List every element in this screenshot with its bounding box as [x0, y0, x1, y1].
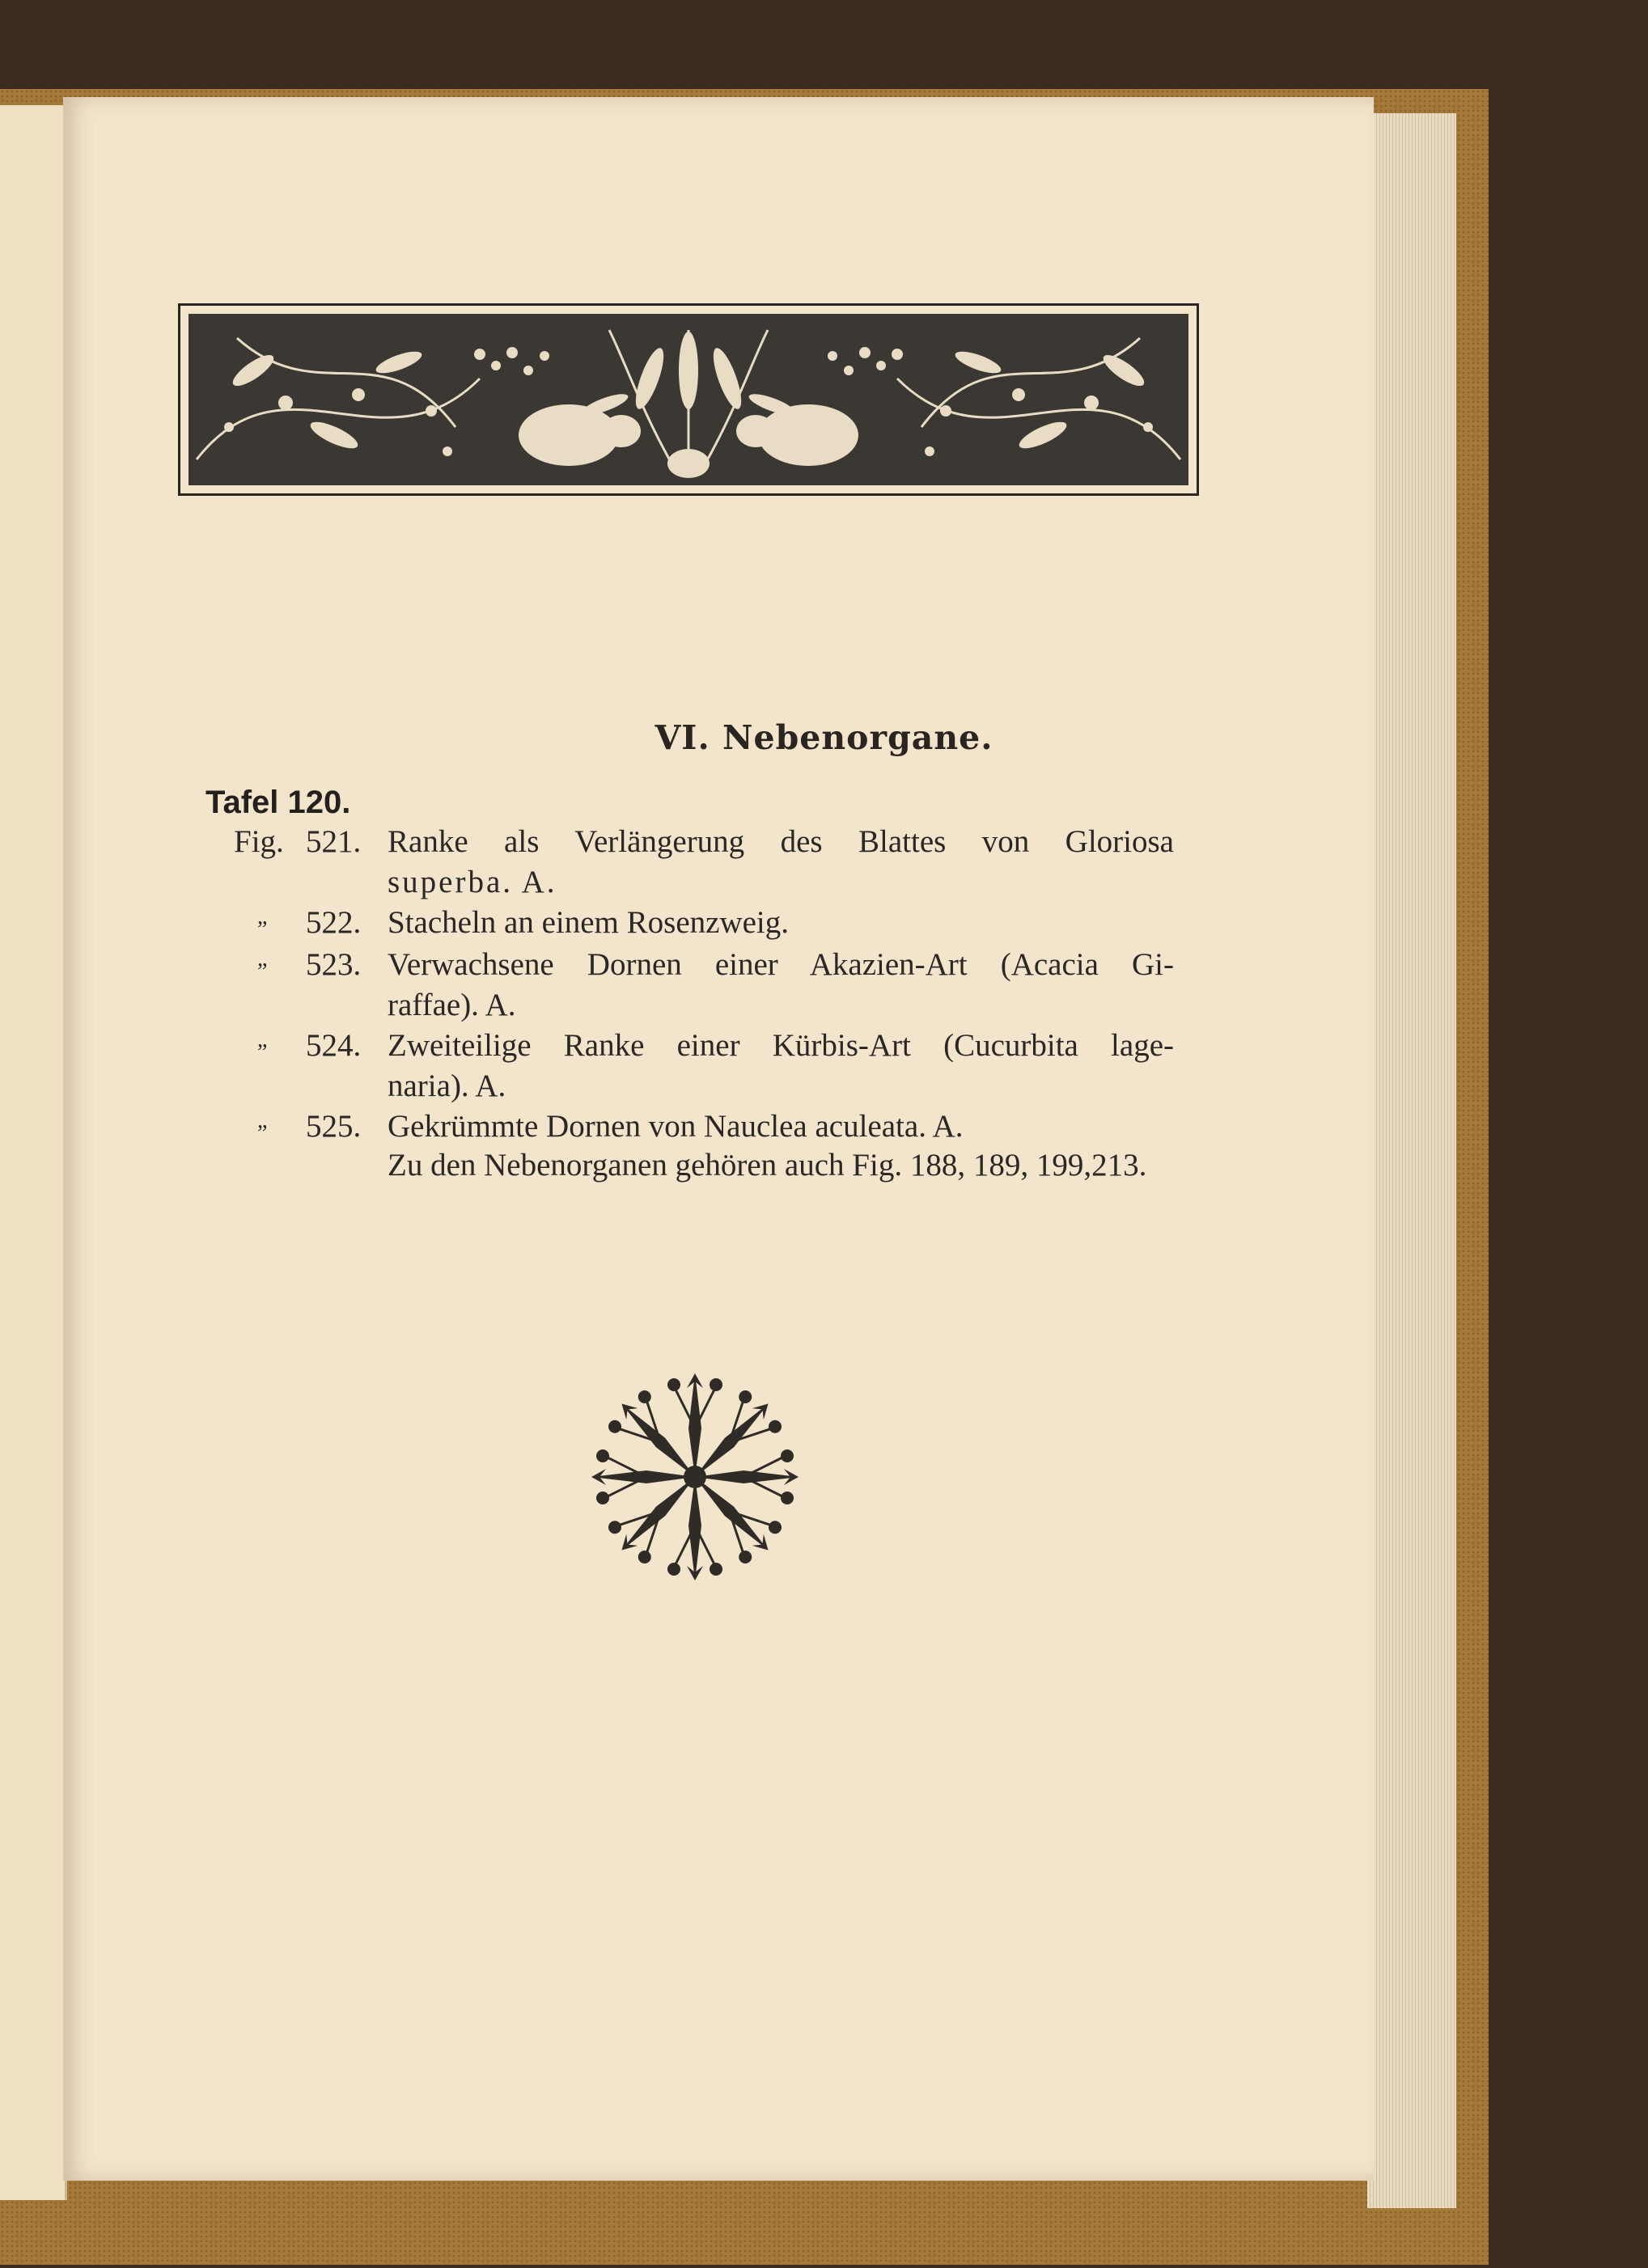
cross-reference-note: Zu den Nebenorganen gehören auch Fig. 188, 189, 199,213. — [388, 1148, 1147, 1183]
entry-text-line: Ranke als Verlängerung des Blattes von Gloriosa — [388, 824, 1174, 859]
ditto-mark: „ — [257, 946, 268, 971]
ditto-mark: „ — [257, 904, 268, 929]
entry-text-line: Stacheln an einem Rosenzweig. — [388, 905, 790, 940]
fig-number: 522. — [306, 905, 362, 940]
fig-label: Fig. — [234, 824, 284, 859]
list-item — [0, 1108, 1648, 1189]
entry-text-line: superba. A. — [388, 865, 557, 899]
list-item — [0, 946, 1648, 1027]
entry-text-line: Verwachsene Dornen einer Akazien-Art (Acacia Gi- — [388, 947, 1174, 982]
floral-star-ornament — [569, 1356, 821, 1598]
entry-text-line: Zweiteilige Ranke einer Kürbis-Art (Cucurbita lage- — [388, 1028, 1174, 1063]
entry-text-line: naria). A. — [388, 1068, 506, 1103]
entry-text-line: Gekrümmte Dornen von Nauclea aculeata. A. — [388, 1109, 964, 1144]
rabbit-foliage-ornament — [189, 314, 1188, 485]
fig-number: 525. — [306, 1109, 362, 1144]
fig-number: 524. — [306, 1028, 362, 1063]
fig-number: 521. — [306, 824, 362, 859]
fig-number: 523. — [306, 947, 362, 982]
list-item — [0, 823, 1648, 904]
ditto-mark: „ — [257, 1027, 268, 1052]
section-heading: VI. Nebenorgane. — [655, 718, 993, 757]
list-item — [0, 1027, 1648, 1108]
plate-label: Tafel 120. — [205, 785, 351, 820]
entry-text-line: raffae). A. — [388, 988, 516, 1022]
decorative-banner — [178, 303, 1199, 496]
ditto-mark: „ — [257, 1108, 268, 1133]
list-item — [0, 904, 1648, 945]
